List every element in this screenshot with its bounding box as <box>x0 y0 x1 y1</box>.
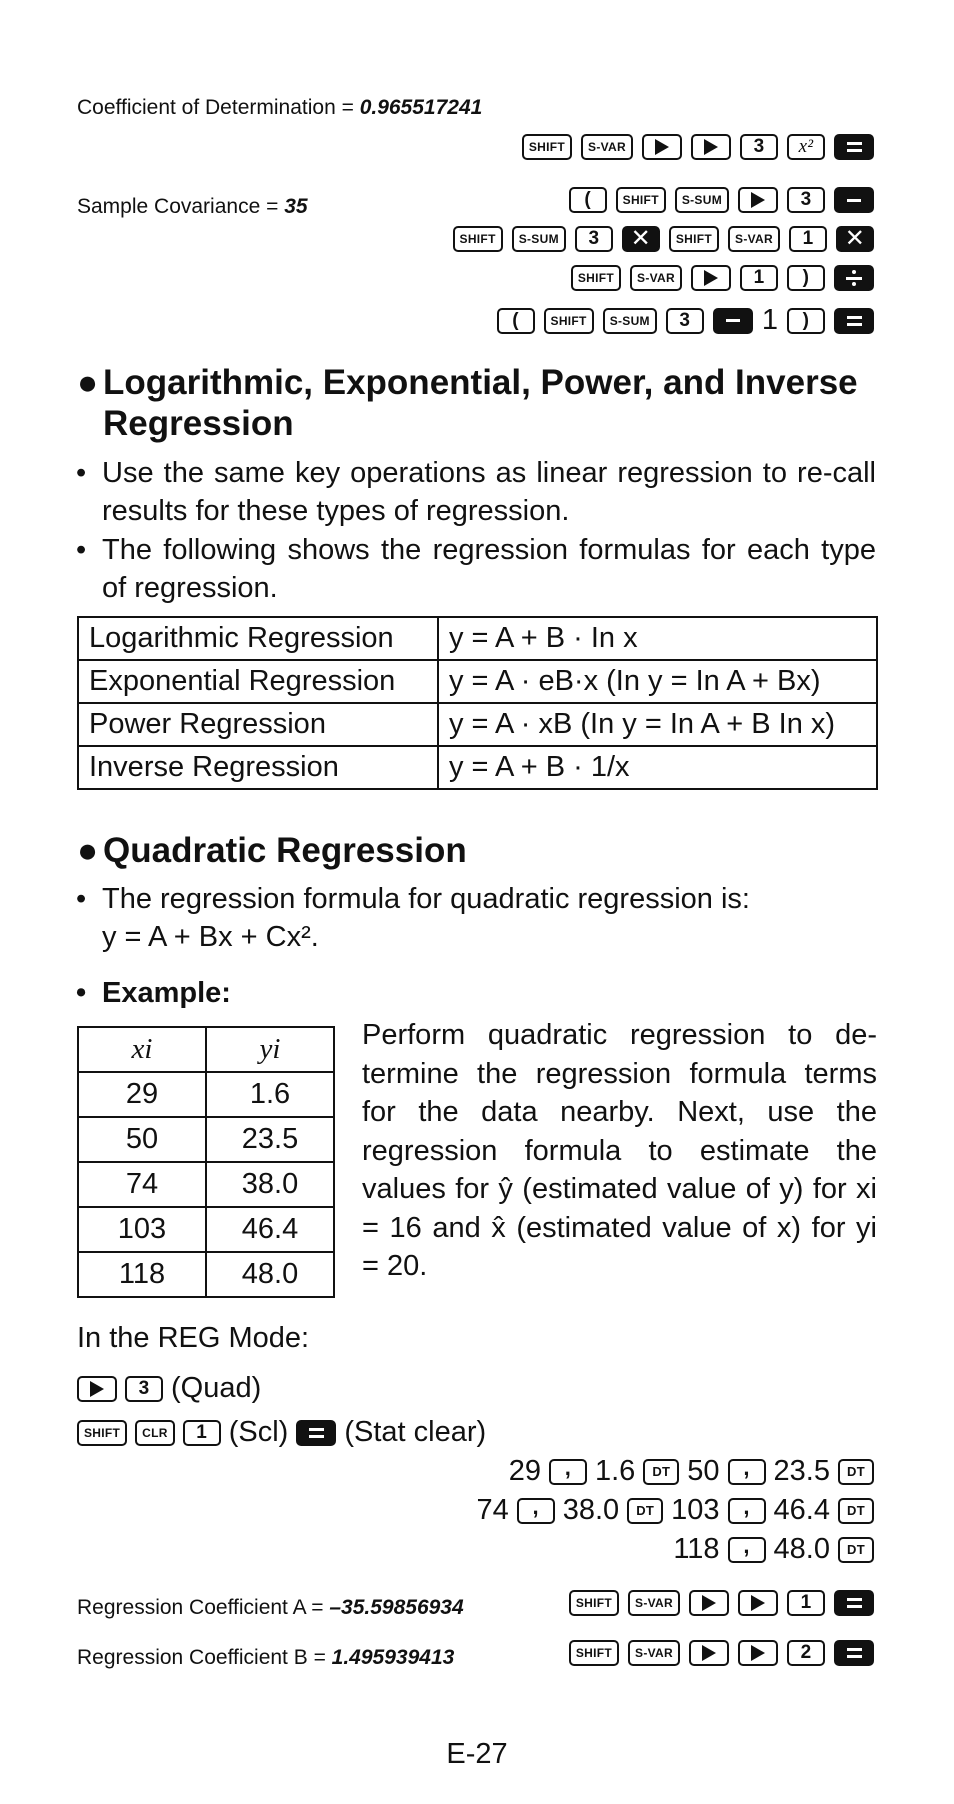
quad-mode-line <box>77 1372 261 1405</box>
right-arrow-key[interactable] <box>689 1590 729 1616</box>
ssum-key[interactable]: S-SUM <box>512 226 566 252</box>
regression-name: Logarithmic Regression <box>78 617 438 660</box>
regression-name: Inverse Regression <box>78 746 438 789</box>
keyseq-cov-1 <box>569 187 874 213</box>
header-xi: xi <box>78 1027 206 1072</box>
quad-formula: y = A + Bx + Cx². <box>102 921 319 953</box>
dt-key[interactable]: DT <box>838 1498 874 1524</box>
equals-icon <box>309 1428 324 1438</box>
one-key[interactable]: 1 <box>789 226 827 252</box>
example-label: Example: <box>102 977 231 1009</box>
svar-key[interactable]: S-VAR <box>628 1640 680 1666</box>
minus-key[interactable] <box>834 187 874 213</box>
shift-key[interactable]: SHIFT <box>544 308 594 334</box>
regression-formula: y = A · eB·x (In y = In A + Bx) <box>438 660 877 703</box>
svar-key[interactable]: S-VAR <box>628 1590 680 1616</box>
data-value: 50 <box>687 1455 720 1487</box>
heading-line-2: Regression <box>103 404 294 443</box>
reg-mode-line: In the REG Mode: <box>77 1322 310 1354</box>
right-paren-key[interactable]: ) <box>787 308 825 334</box>
covariance-line <box>77 195 308 219</box>
minus-icon <box>847 199 861 202</box>
equals-key[interactable] <box>296 1420 336 1446</box>
svar-key[interactable]: S-VAR <box>728 226 780 252</box>
data-entry-line-2 <box>476 1494 874 1527</box>
shift-key[interactable]: SHIFT <box>77 1420 127 1446</box>
right-arrow-key[interactable] <box>642 134 682 160</box>
coef-determination-line <box>77 96 482 120</box>
coef-b-line <box>77 1646 454 1670</box>
bullet-dot-icon: • <box>76 883 87 915</box>
data-value: 103 <box>671 1494 720 1526</box>
section-heading-log <box>77 362 858 444</box>
keyseq-coef-b <box>569 1640 874 1666</box>
example-data-table <box>77 1026 335 1298</box>
cell-y: 46.4 <box>206 1207 334 1252</box>
coef-det-value: 0.965517241 <box>359 96 483 119</box>
right-arrow-key[interactable] <box>738 1640 778 1666</box>
shift-key[interactable]: SHIFT <box>571 265 621 291</box>
header-yi: yi <box>206 1027 334 1072</box>
heading-text: Quadratic Regression <box>103 831 467 870</box>
comma-icon: , <box>532 1493 539 1519</box>
table-row <box>78 1072 334 1117</box>
bullet-dot-icon: • <box>76 534 87 566</box>
equals-icon <box>847 142 862 152</box>
right-triangle-icon <box>751 1645 765 1661</box>
heading-bullet-icon: ● <box>77 363 99 402</box>
ssum-key[interactable]: S-SUM <box>603 308 657 334</box>
comma-key[interactable] <box>728 1532 766 1563</box>
multiply-icon: ✕ <box>630 225 652 252</box>
table-row <box>78 746 877 789</box>
dt-key[interactable]: DT <box>627 1498 663 1524</box>
shift-key[interactable]: SHIFT <box>569 1640 619 1666</box>
dt-key[interactable]: DT <box>643 1459 679 1485</box>
cell-y: 48.0 <box>206 1252 334 1297</box>
cell-y: 1.6 <box>206 1072 334 1117</box>
cell-x: 29 <box>78 1072 206 1117</box>
example-paragraph: Perform quadratic regression to de-termine the regression formula terms for the data nearby. Next, use the regression formula to estimate the values for ŷ (estimated value of y) for xi = 16 and x̂ (estimated value of x) for yi = 20. <box>362 1019 877 1282</box>
regression-formula: y = A + B · In x <box>438 617 877 660</box>
data-value: 1.6 <box>594 1455 636 1487</box>
comma-key[interactable] <box>549 1454 587 1485</box>
right-triangle-icon <box>90 1381 104 1397</box>
bullet-dot-icon: • <box>76 457 87 489</box>
right-arrow-key[interactable] <box>691 134 731 160</box>
right-arrow-key[interactable] <box>77 1376 117 1402</box>
right-triangle-icon <box>751 192 765 208</box>
cell-y: 23.5 <box>206 1117 334 1162</box>
bullet-dot-icon: • <box>76 977 87 1009</box>
regression-formula: y = A + B · 1/x <box>438 746 877 789</box>
scl-label: (Scl) <box>228 1416 289 1448</box>
three-key[interactable]: 3 <box>787 187 825 213</box>
cell-x: 118 <box>78 1252 206 1297</box>
keyseq-cov-3 <box>571 265 874 291</box>
shift-key[interactable]: SHIFT <box>616 187 666 213</box>
comma-key[interactable] <box>517 1493 555 1524</box>
cell-x: 50 <box>78 1117 206 1162</box>
divide-icon <box>846 270 862 286</box>
comma-icon: , <box>564 1454 572 1480</box>
table-row <box>78 1117 334 1162</box>
coef-b-label: Regression Coefficient B = <box>77 1646 332 1669</box>
data-value: 29 <box>508 1455 541 1487</box>
minus-key[interactable] <box>713 308 753 334</box>
keyseq-cov-4 <box>497 304 874 337</box>
right-triangle-icon <box>655 139 669 155</box>
divide-key[interactable] <box>834 265 874 291</box>
dt-key[interactable]: DT <box>838 1537 874 1563</box>
comma-key[interactable] <box>728 1454 766 1485</box>
right-triangle-icon <box>704 270 718 286</box>
data-value: 48.0 <box>773 1533 830 1565</box>
equals-key[interactable] <box>834 1590 874 1616</box>
table-row <box>78 1162 334 1207</box>
example-label-line <box>76 974 876 1012</box>
equals-key[interactable] <box>834 134 874 160</box>
one-key[interactable]: 1 <box>740 265 778 291</box>
clr-key[interactable]: CLR <box>135 1420 175 1446</box>
equals-key[interactable] <box>834 308 874 334</box>
minus-icon <box>726 319 740 322</box>
coef-a-label: Regression Coefficient A = <box>77 1596 330 1619</box>
one-key[interactable]: 1 <box>787 1590 825 1616</box>
comma-icon: , <box>743 1532 750 1558</box>
table-row <box>78 1207 334 1252</box>
right-paren-key[interactable]: ) <box>787 265 825 291</box>
right-triangle-icon <box>702 1645 716 1661</box>
coef-det-label: Coefficient of Determination = <box>77 96 360 119</box>
left-paren-key[interactable]: ( <box>497 308 535 334</box>
regression-formula: y = A · xB (In y = In A + B In x) <box>438 703 877 746</box>
shift-key[interactable]: SHIFT <box>522 134 572 160</box>
right-triangle-icon <box>704 139 718 155</box>
three-key[interactable]: 3 <box>575 226 613 252</box>
regression-name: Exponential Regression <box>78 660 438 703</box>
table-row <box>78 660 877 703</box>
bullet-text: The regression formula for quadratic regression is: <box>102 883 750 915</box>
keyseq-coef-det <box>522 134 874 160</box>
equals-icon <box>847 1648 862 1658</box>
covariance-value: 35 <box>284 195 308 218</box>
coef-a-line <box>77 1596 464 1620</box>
shift-key[interactable]: SHIFT <box>569 1590 619 1616</box>
bullet-log-1 <box>76 454 876 530</box>
bullet-log-2 <box>76 531 876 607</box>
cell-x: 103 <box>78 1207 206 1252</box>
table-row <box>78 703 877 746</box>
digit-one-text: 1 <box>761 304 778 336</box>
equals-icon <box>847 316 862 326</box>
heading-line-1: Logarithmic, Exponential, Power, and Inverse <box>103 363 858 402</box>
keyseq-coef-a <box>569 1590 874 1616</box>
svar-key[interactable]: S-VAR <box>630 265 682 291</box>
right-arrow-key[interactable] <box>738 1590 778 1616</box>
table-row <box>78 1252 334 1297</box>
equals-key[interactable] <box>834 1640 874 1666</box>
bullet-text: The following shows the regression formulas for each type of regression. <box>102 534 876 604</box>
data-value: 23.5 <box>773 1455 830 1487</box>
x-squared-key[interactable]: x² <box>787 134 825 160</box>
regression-name: Power Regression <box>78 703 438 746</box>
page-number: E-27 <box>446 1738 508 1770</box>
one-key[interactable]: 1 <box>183 1420 221 1446</box>
equals-icon <box>847 1598 862 1608</box>
regression-formula-table <box>77 616 878 790</box>
bullet-text: Use the same key operations as linear regression to re-call results for these types of regression. <box>102 457 876 527</box>
data-value: 74 <box>476 1494 509 1526</box>
heading-bullet-icon: ● <box>77 831 99 870</box>
ssum-key[interactable]: S-SUM <box>675 187 729 213</box>
svar-key[interactable]: S-VAR <box>581 134 633 160</box>
three-key[interactable]: 3 <box>125 1376 163 1402</box>
multiply-key[interactable] <box>622 226 660 252</box>
stat-clear-label: (Stat clear) <box>344 1416 487 1448</box>
cell-y: 38.0 <box>206 1162 334 1207</box>
multiply-key[interactable] <box>836 226 874 252</box>
shift-key[interactable]: SHIFT <box>669 226 719 252</box>
right-arrow-key[interactable] <box>738 187 778 213</box>
cell-x: 74 <box>78 1162 206 1207</box>
right-arrow-key[interactable] <box>689 1640 729 1666</box>
keyseq-cov-2 <box>453 226 874 252</box>
data-value: 46.4 <box>773 1494 830 1526</box>
two-key[interactable]: 2 <box>787 1640 825 1666</box>
three-key[interactable]: 3 <box>740 134 778 160</box>
section-heading-quad <box>77 830 467 871</box>
table-row <box>78 617 877 660</box>
table-header-row <box>78 1027 334 1072</box>
right-arrow-key[interactable] <box>691 265 731 291</box>
right-triangle-icon <box>702 1595 716 1611</box>
comma-icon: , <box>743 1493 750 1519</box>
covariance-label: Sample Covariance = <box>77 195 285 218</box>
data-value: 118 <box>673 1533 720 1565</box>
data-entry-line-3 <box>673 1533 874 1566</box>
stat-clear-line <box>77 1416 486 1449</box>
three-key[interactable]: 3 <box>666 308 704 334</box>
quad-label: (Quad) <box>171 1372 262 1404</box>
right-triangle-icon <box>751 1595 765 1611</box>
coef-a-value: –35.59856934 <box>329 1596 464 1619</box>
comma-key[interactable] <box>728 1493 766 1524</box>
coef-b-value: 1.495939413 <box>331 1646 455 1669</box>
multiply-icon: ✕ <box>844 225 866 252</box>
data-entry-line-1 <box>509 1455 874 1488</box>
dt-key[interactable]: DT <box>838 1459 874 1485</box>
bullet-quad-1 <box>76 880 876 956</box>
data-value: 38.0 <box>562 1494 620 1526</box>
left-paren-key[interactable]: ( <box>569 187 607 213</box>
comma-icon: , <box>743 1454 750 1480</box>
shift-key[interactable]: SHIFT <box>453 226 503 252</box>
